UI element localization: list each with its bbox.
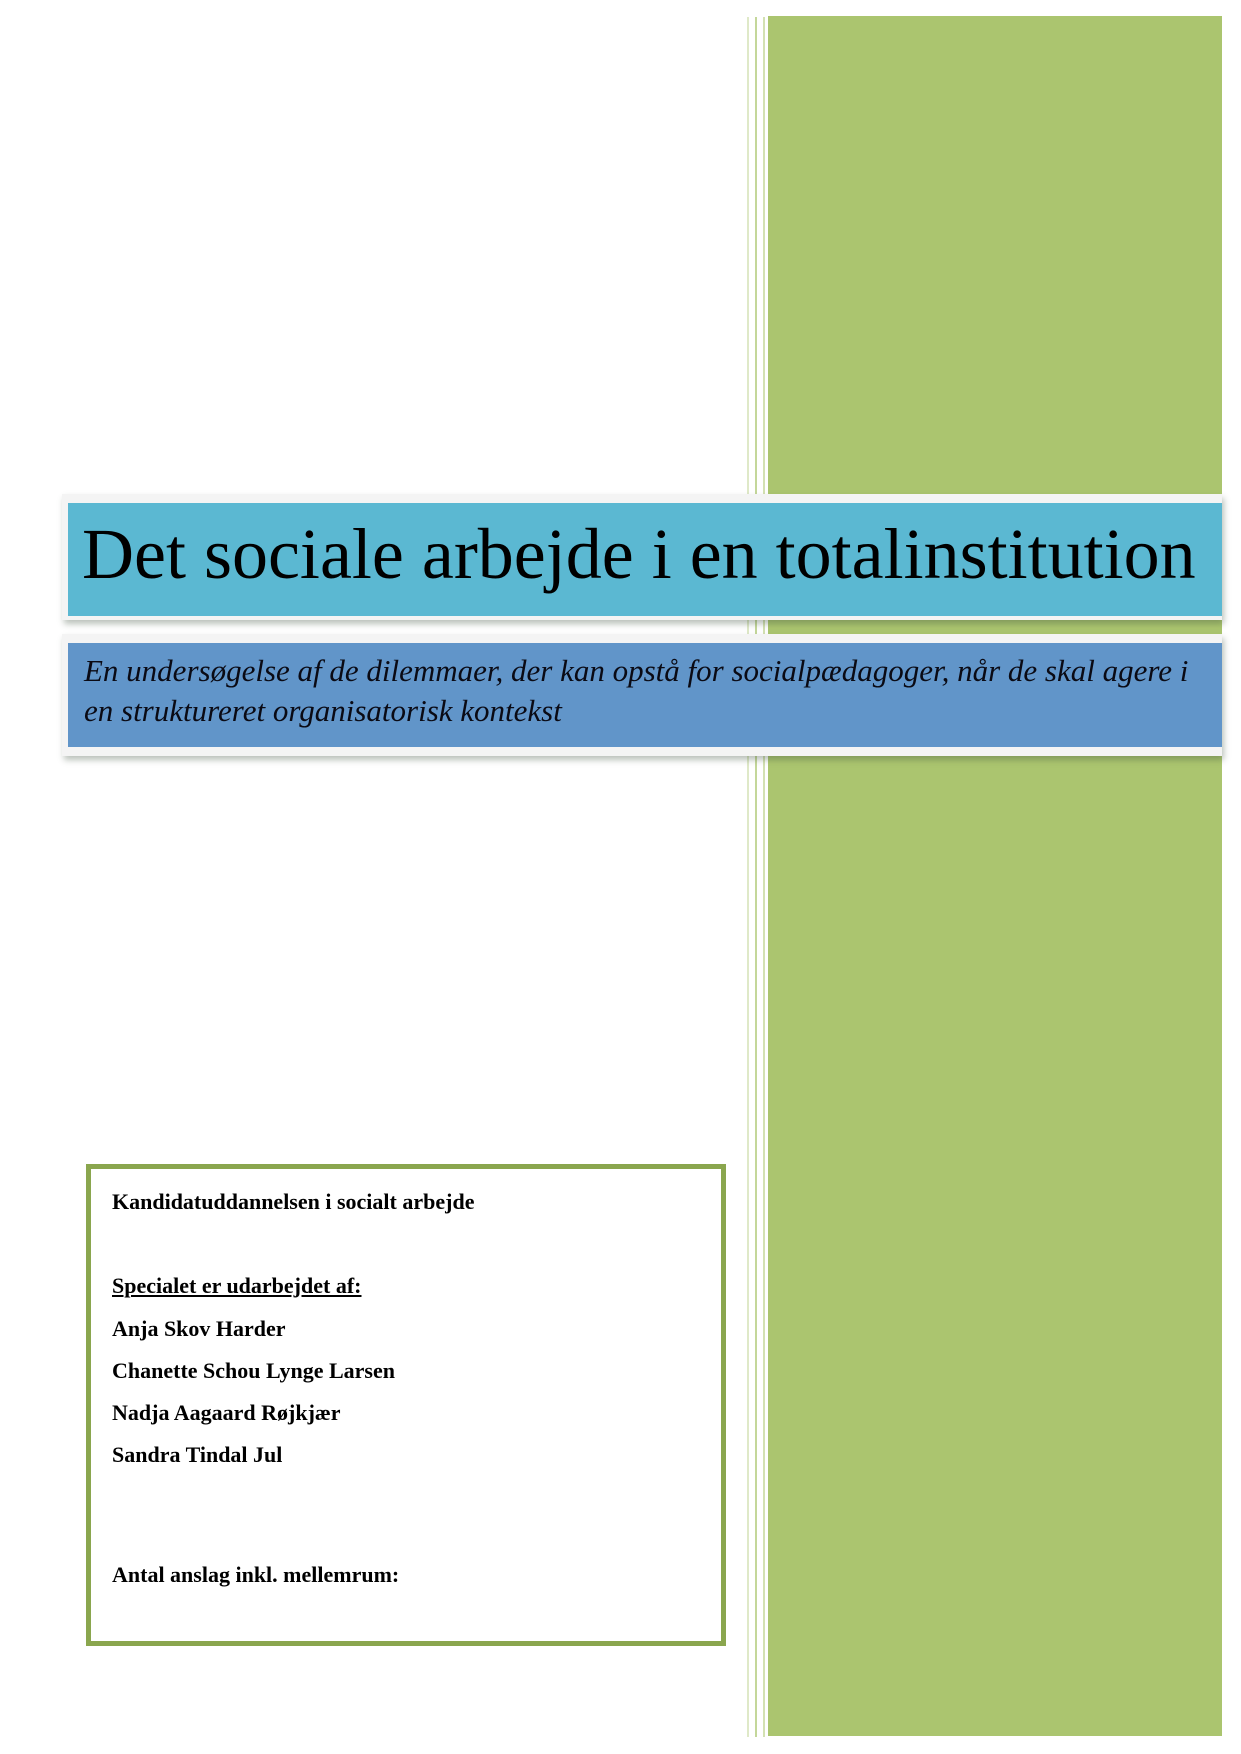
- title-band: [68, 503, 1222, 616]
- decorative-stripe-1: [747, 17, 749, 1737]
- author-name: Anja Skov Harder: [112, 1316, 286, 1341]
- char-count-label: Antal anslag inkl. mellemrum:: [112, 1562, 400, 1587]
- document-title: Det sociale arbejde i en totalinstitution: [82, 514, 1196, 594]
- subtitle-band: [68, 643, 1222, 747]
- green-side-column: [768, 16, 1222, 1736]
- document-subtitle: En undersøgelse af de dilemmaer, der kan opstå for socialpædagoger, når de skal agere i en struktureret organisatorisk kontekst: [84, 653, 1189, 728]
- authors-label: Specialet er udarbejdet af:: [112, 1273, 362, 1298]
- decorative-stripe-3: [763, 17, 765, 1737]
- decorative-stripe-2: [755, 17, 757, 1737]
- author-name: Chanette Schou Lynge Larsen: [112, 1358, 395, 1383]
- author-name: Nadja Aagaard Røjkjær: [112, 1400, 341, 1425]
- author-name: Sandra Tindal Jul: [112, 1442, 283, 1467]
- program-name: Kandidatuddannelsen i socialt arbejde: [112, 1189, 475, 1214]
- info-box: [86, 1164, 726, 1646]
